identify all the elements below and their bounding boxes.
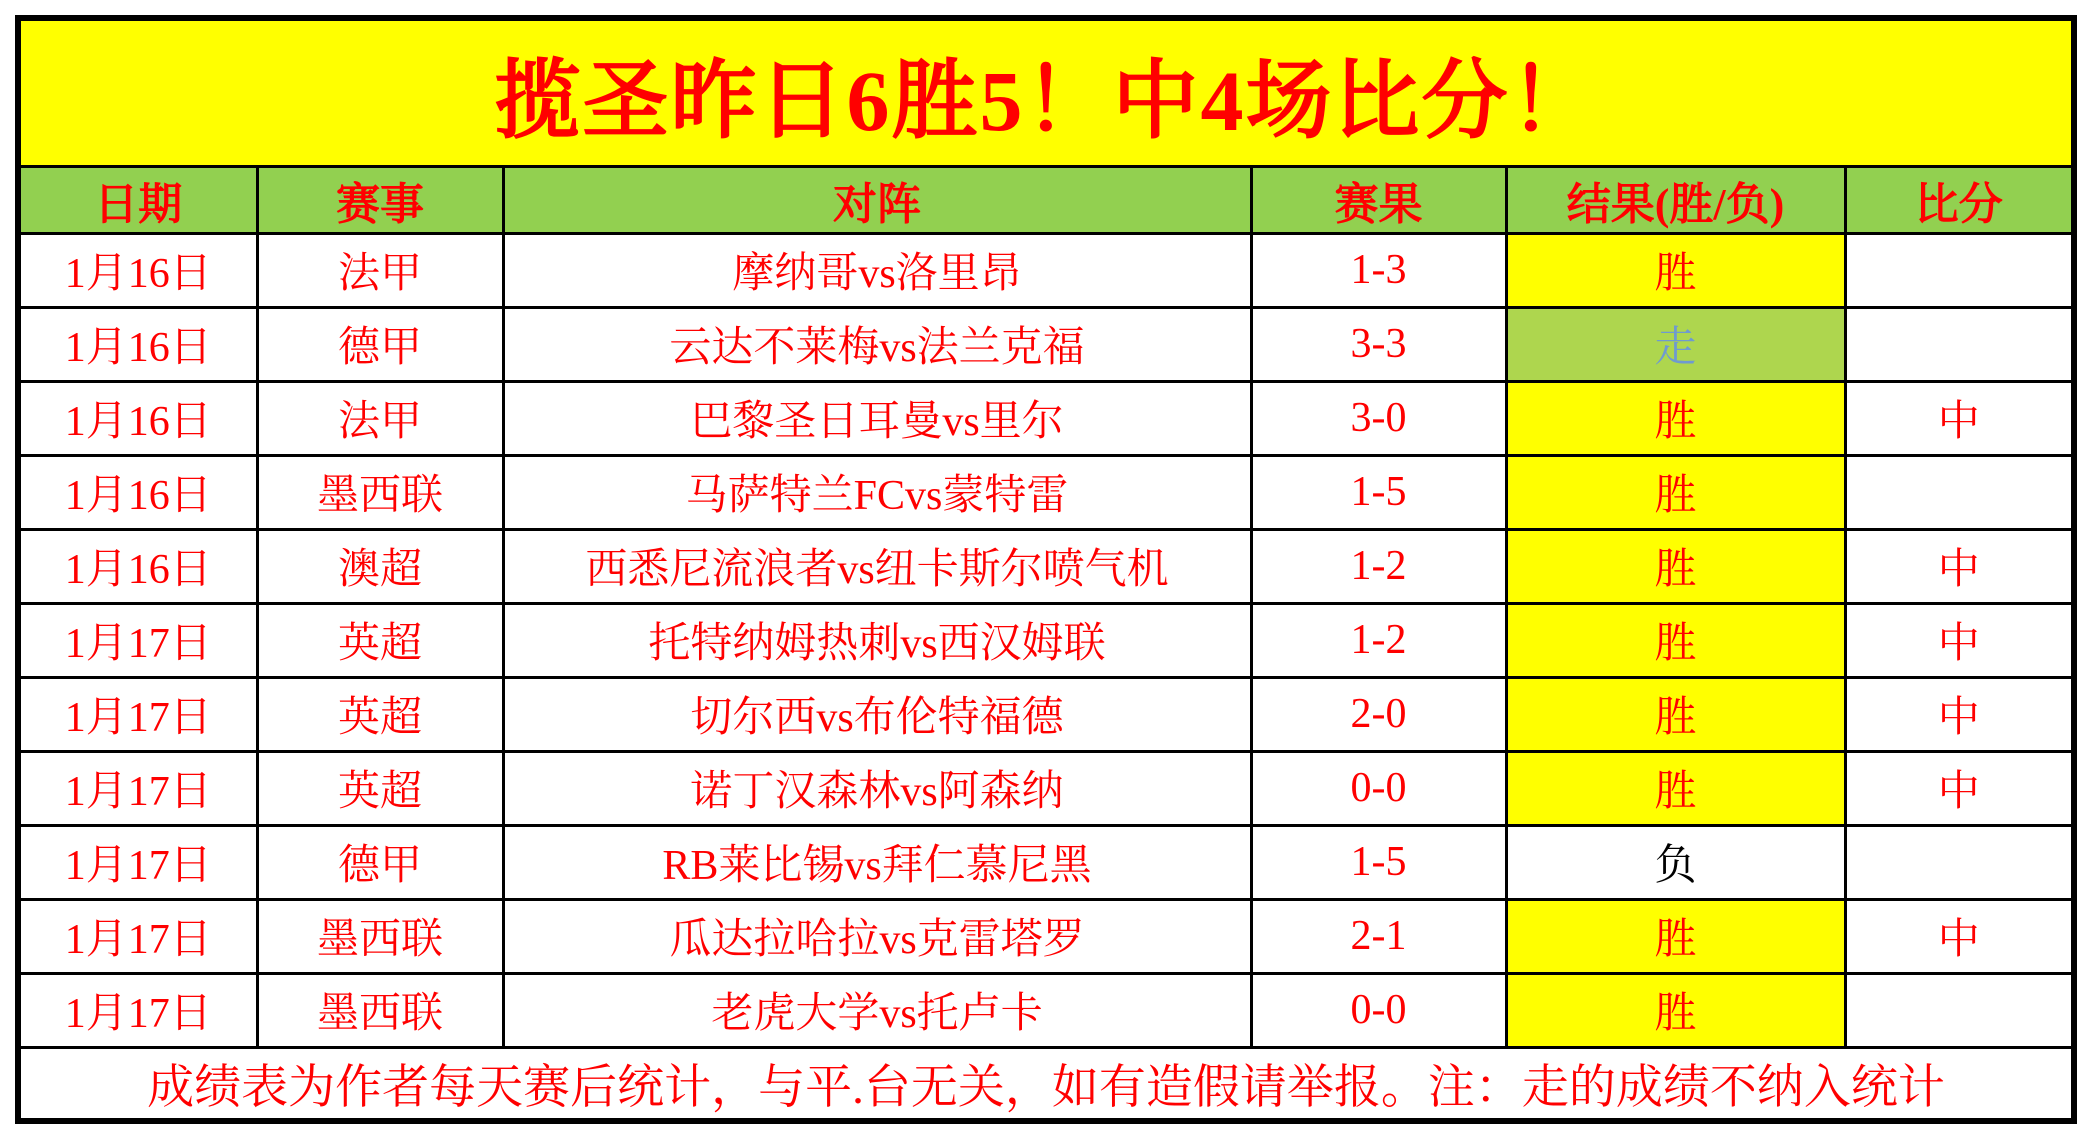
match-cell: 西悉尼流浪者vs纽卡斯尔喷气机 — [503, 529, 1251, 603]
table-row — [18, 455, 2074, 529]
col-header-date: 日期 — [18, 166, 257, 233]
col-header-hit: 比分 — [1845, 166, 2074, 233]
result-cell: 胜 — [1506, 529, 1845, 603]
score-cell: 1-2 — [1251, 603, 1506, 677]
result-cell: 胜 — [1506, 973, 1845, 1047]
hit-cell — [1845, 825, 2074, 899]
score-cell: 2-1 — [1251, 899, 1506, 973]
date-cell: 1月16日 — [18, 307, 257, 381]
banner-title: 揽圣昨日6胜5！中4场比分！ — [18, 18, 2074, 166]
match-cell: 老虎大学vs托卢卡 — [503, 973, 1251, 1047]
score-cell: 1-2 — [1251, 529, 1506, 603]
result-cell: 胜 — [1506, 603, 1845, 677]
date-cell: 1月16日 — [18, 455, 257, 529]
table-row — [18, 381, 2074, 455]
score-cell: 0-0 — [1251, 751, 1506, 825]
score-cell: 1-3 — [1251, 233, 1506, 307]
hit-cell — [1845, 307, 2074, 381]
results-sheet — [15, 15, 2071, 1120]
score-cell: 2-0 — [1251, 677, 1506, 751]
result-cell: 胜 — [1506, 677, 1845, 751]
table-row — [18, 751, 2074, 825]
league-cell: 墨西联 — [257, 899, 503, 973]
table-row — [18, 825, 2074, 899]
match-cell: 切尔西vs布伦特福德 — [503, 677, 1251, 751]
result-cell: 胜 — [1506, 751, 1845, 825]
league-cell: 德甲 — [257, 825, 503, 899]
league-cell: 墨西联 — [257, 455, 503, 529]
league-cell: 德甲 — [257, 307, 503, 381]
score-cell: 1-5 — [1251, 825, 1506, 899]
disclaimer-note: 成绩表为作者每天赛后统计，与平.台无关，如有造假请举报。注：走的成绩不纳入统计 — [18, 1047, 2074, 1121]
hit-cell — [1845, 233, 2074, 307]
hit-cell: 中 — [1845, 899, 2074, 973]
col-header-match: 对阵 — [503, 166, 1251, 233]
date-cell: 1月16日 — [18, 233, 257, 307]
date-cell: 1月17日 — [18, 973, 257, 1047]
score-cell: 1-5 — [1251, 455, 1506, 529]
hit-cell — [1845, 455, 2074, 529]
col-header-league: 赛事 — [257, 166, 503, 233]
date-cell: 1月16日 — [18, 381, 257, 455]
league-cell: 英超 — [257, 751, 503, 825]
result-cell: 胜 — [1506, 899, 1845, 973]
table-row — [18, 529, 2074, 603]
league-cell: 英超 — [257, 677, 503, 751]
date-cell: 1月16日 — [18, 529, 257, 603]
column-header-row — [18, 166, 2074, 233]
table-row — [18, 899, 2074, 973]
date-cell: 1月17日 — [18, 825, 257, 899]
table-row — [18, 603, 2074, 677]
col-header-score: 赛果 — [1251, 166, 1506, 233]
date-cell: 1月17日 — [18, 899, 257, 973]
result-cell: 负 — [1506, 825, 1845, 899]
result-cell: 胜 — [1506, 233, 1845, 307]
match-cell: 瓜达拉哈拉vs克雷塔罗 — [503, 899, 1251, 973]
league-cell: 法甲 — [257, 233, 503, 307]
hit-cell: 中 — [1845, 381, 2074, 455]
match-cell: RB莱比锡vs拜仁慕尼黑 — [503, 825, 1251, 899]
match-cell: 诺丁汉森林vs阿森纳 — [503, 751, 1251, 825]
hit-cell: 中 — [1845, 603, 2074, 677]
col-header-result: 结果(胜/负) — [1506, 166, 1845, 233]
table-row — [18, 973, 2074, 1047]
score-cell: 3-0 — [1251, 381, 1506, 455]
hit-cell: 中 — [1845, 751, 2074, 825]
match-cell: 托特纳姆热刺vs西汉姆联 — [503, 603, 1251, 677]
league-cell: 墨西联 — [257, 973, 503, 1047]
date-cell: 1月17日 — [18, 677, 257, 751]
score-cell: 0-0 — [1251, 973, 1506, 1047]
league-cell: 法甲 — [257, 381, 503, 455]
table-row — [18, 307, 2074, 381]
league-cell: 澳超 — [257, 529, 503, 603]
date-cell: 1月17日 — [18, 603, 257, 677]
result-cell: 胜 — [1506, 455, 1845, 529]
score-cell: 3-3 — [1251, 307, 1506, 381]
table-row — [18, 677, 2074, 751]
hit-cell: 中 — [1845, 677, 2074, 751]
date-cell: 1月17日 — [18, 751, 257, 825]
hit-cell: 中 — [1845, 529, 2074, 603]
league-cell: 英超 — [257, 603, 503, 677]
hit-cell — [1845, 973, 2074, 1047]
result-cell: 胜 — [1506, 381, 1845, 455]
match-cell: 巴黎圣日耳曼vs里尔 — [503, 381, 1251, 455]
result-cell: 走 — [1506, 307, 1845, 381]
results-table — [15, 15, 2077, 1124]
match-cell: 云达不莱梅vs法兰克福 — [503, 307, 1251, 381]
match-cell: 马萨特兰FCvs蒙特雷 — [503, 455, 1251, 529]
match-cell: 摩纳哥vs洛里昂 — [503, 233, 1251, 307]
table-row — [18, 233, 2074, 307]
results-body — [18, 233, 2074, 1047]
